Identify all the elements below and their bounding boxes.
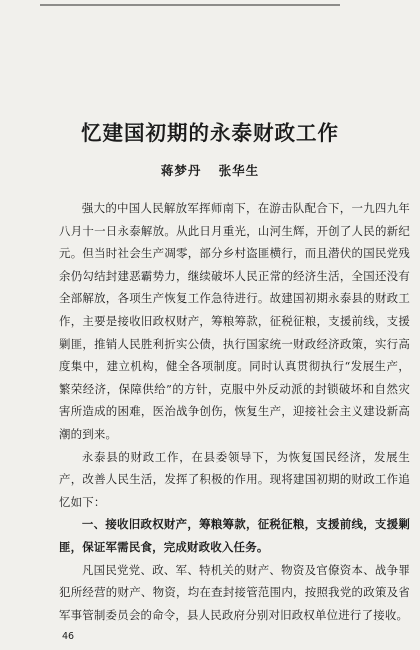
- body-paragraph: 凡国民党党、政、军、特机关的财产、物资及官僚资本、战争罪犯所经营的财产、物资，均在查封接管范围内，按照我党的政策及省军事管制委员会的命令，县人民政府分别对旧政权单位进行了接收。: [59, 562, 410, 622]
- section-heading: 一、接收旧政权财产，筹粮筹款，征税征粮，支援前线，支援剿匪，保证军需民食，完成财政收入任务。: [59, 517, 410, 554]
- body-paragraph: 永泰县的财政工作，在县委领导下，为恢复国民经济，发展生产，改善人民生活，发挥了积极的作用。现将建国初期的财政工作追忆如下：: [59, 449, 410, 509]
- article-title: 忆建国初期的永泰财政工作: [81, 121, 339, 145]
- article-authors: 蒋梦丹 张华生: [160, 163, 260, 178]
- page-number: 46: [62, 631, 75, 642]
- scan-edge-line: [40, 4, 340, 6]
- article-body: [59, 197, 410, 626]
- body-paragraph: 强大的中国人民解放军挥师南下，在游击队配合下，一九四九年八月十一日永泰解放。从此日月重光，山河生辉，开创了人民的新纪元。但当时社会生产凋零，部分乡村盗匪横行，而且潜伏的国民党残余仍勾结封建恶霸势力，继续破坏人民正常的经济生活，全国还没有全部解放，各项生产恢复工作急待进行。故建国初期永泰县的财政工作，主要是接收旧政权财产，筹粮筹款，征税征粮，支援前线，支援剿匪，推销人民胜利折实公债，执行国家统一财政经济政策，实行高度集中，建立机构，健全各项制度。同时认真贯彻执行“发展生产，繁荣经济，保障供给”的方针，克服中外反动派的封锁破坏和自然灾害所造成的困难，医治战争创伤，恢复生产，迎接社会主义建设新高潮的到来。: [59, 201, 410, 441]
